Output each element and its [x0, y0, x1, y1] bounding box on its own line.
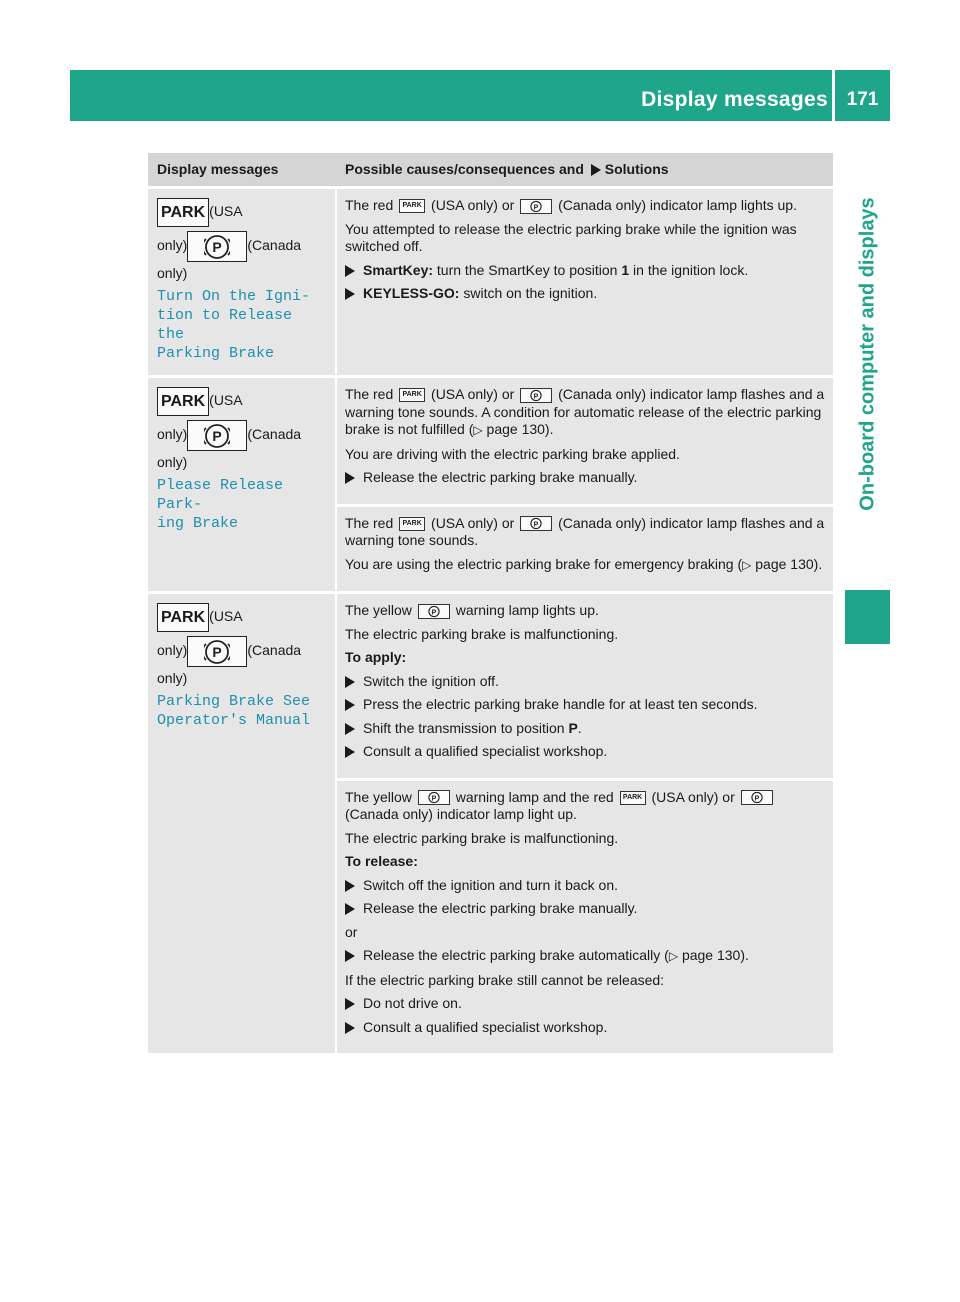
step-item: Switch off the ignition and turn it back on.	[345, 877, 825, 895]
column-header-messages: Display messages	[148, 153, 336, 188]
text: The yellow	[345, 788, 412, 805]
arrow-ref-icon: ▷	[668, 949, 679, 963]
only-label: only)	[157, 265, 188, 281]
only-label: only)	[157, 670, 188, 686]
text: in the ignition lock.	[633, 261, 749, 278]
solution-paragraph	[345, 386, 825, 440]
svg-text:P: P	[533, 204, 539, 212]
svg-text:P: P	[431, 609, 437, 617]
park-icon: PARK	[157, 387, 209, 416]
solution-paragraph	[345, 556, 825, 575]
text: (USA only) or	[431, 386, 515, 402]
text: switch on the ignition.	[463, 285, 598, 301]
step-item: Do not drive on.	[345, 995, 825, 1013]
page-reference[interactable]: page 130).	[486, 421, 554, 437]
park-icon: PARK	[620, 791, 646, 805]
park-icon: PARK	[399, 388, 425, 402]
circle-p-icon	[520, 388, 552, 403]
text: (USA only) or	[431, 514, 515, 531]
circle-p-icon	[741, 790, 773, 805]
text: (Canada only) indicator lamp light up.	[345, 806, 577, 822]
column-header-causes	[336, 153, 833, 188]
step-item	[345, 947, 825, 966]
side-tab	[844, 124, 892, 584]
circle-p-icon	[418, 790, 450, 805]
display-message-text: Parking Brake See Operator's Manual	[157, 693, 311, 729]
only-label: only)	[157, 237, 188, 254]
step-label: SmartKey:	[363, 261, 434, 278]
step-item: Release the electric parking brake manually.	[345, 469, 825, 487]
text: The red	[345, 197, 394, 213]
circle-p-icon	[520, 199, 552, 214]
circle-p-icon	[187, 420, 247, 451]
solution-paragraph	[345, 515, 825, 550]
solution-paragraph: The electric parking brake is malfunctioning.	[345, 625, 619, 642]
message-cell	[148, 593, 336, 1054]
only-label: only)	[157, 642, 188, 659]
step-item	[345, 285, 825, 303]
svg-text:P: P	[533, 393, 539, 401]
park-icon: PARK	[399, 199, 425, 213]
solution-paragraph: If the electric parking brake still cannot be released:	[345, 971, 665, 988]
solution-paragraph	[345, 197, 825, 215]
solution-cell	[336, 593, 833, 780]
page-reference[interactable]: page 130).	[681, 947, 749, 963]
solution-paragraph	[345, 789, 825, 824]
step-item: Press the electric parking brake handle for at least ten seconds.	[345, 696, 825, 714]
circle-p-icon	[187, 231, 247, 262]
solution-cell	[336, 377, 833, 506]
svg-text:P: P	[533, 521, 539, 529]
solution-cell	[336, 188, 833, 377]
side-tab-label: On-board computer and displays	[856, 197, 879, 511]
usa-label: (USA	[209, 608, 243, 625]
page-number: 171	[846, 89, 879, 110]
display-message-text: Turn On the Igni‐ tion to Release the Parking Brake	[157, 288, 311, 362]
park-icon: PARK	[157, 603, 209, 632]
text: The yellow	[345, 602, 412, 618]
message-cell	[148, 188, 336, 377]
step-item: Release the electric parking brake manually.	[345, 900, 825, 918]
park-icon: PARK	[157, 198, 209, 227]
canada-label: (Canada	[247, 237, 302, 254]
arrow-ref-icon: ▷	[473, 423, 483, 437]
usa-label: (USA	[209, 203, 243, 220]
step-item: Consult a qualified specialist workshop.	[345, 743, 825, 761]
step-label: KEYLESS-GO:	[363, 285, 460, 301]
step-item	[345, 262, 825, 280]
table-row	[148, 188, 833, 377]
page-reference[interactable]: page 130).	[755, 555, 823, 572]
solution-paragraph: The electric parking brake is malfunctioning.	[345, 829, 619, 846]
text: turn the SmartKey to position	[436, 261, 618, 278]
text: The red	[345, 514, 394, 531]
column-header-solutions-text: Solutions	[604, 161, 669, 177]
step-item: Consult a qualified specialist workshop.	[345, 1019, 825, 1037]
step-item: Switch the ignition off.	[345, 673, 825, 691]
section-label: To release:	[345, 853, 418, 869]
canada-label: (Canada	[247, 426, 302, 443]
side-tab-marker	[845, 590, 890, 644]
step-item	[345, 720, 825, 738]
text: (Canada only) indicator lamp flashes and a warning tone sounds. A condition for automatic release of the electric parking brake is not fulfilled (	[345, 386, 825, 437]
only-label: only)	[157, 454, 188, 470]
text: .	[577, 719, 582, 736]
position-letter: P	[568, 719, 578, 736]
only-label: only)	[157, 426, 188, 443]
message-cell	[148, 377, 336, 593]
text: You are using the electric parking brake for emergency braking (	[345, 555, 743, 572]
solution-cell	[336, 505, 833, 593]
solution-cell	[336, 779, 833, 1053]
column-header-causes-text: Possible causes/consequences and	[345, 161, 584, 177]
solution-paragraph: You are driving with the electric parking brake applied.	[345, 445, 680, 462]
text: (Canada only) indicator lamp lights up.	[558, 197, 797, 213]
triangle-right-icon	[591, 164, 601, 176]
arrow-ref-icon: ▷	[742, 557, 752, 572]
text: warning lamp and the red	[455, 788, 614, 805]
position-number: 1	[621, 261, 630, 278]
svg-text:P: P	[212, 239, 223, 255]
table-header-row	[148, 153, 833, 188]
table-row	[148, 377, 833, 506]
text: (USA only) or	[431, 197, 515, 213]
svg-text:P: P	[212, 644, 223, 660]
svg-text:P: P	[212, 428, 223, 444]
text: Shift the transmission to position	[363, 719, 565, 736]
page-title: Display messages	[641, 88, 828, 111]
solution-paragraph	[345, 602, 825, 620]
circle-p-icon	[187, 636, 247, 667]
text: The red	[345, 386, 394, 402]
canada-label: (Canada	[247, 642, 302, 659]
or-text: or	[345, 923, 358, 940]
park-icon: PARK	[399, 517, 425, 531]
text: warning lamp lights up.	[455, 602, 599, 618]
svg-text:P: P	[754, 795, 759, 803]
text: (Canada only) indicator lamp flashes and a warning tone sounds.	[345, 514, 825, 548]
display-message-text: Please Release Park‐ ing Brake	[157, 477, 284, 532]
section-label: To apply:	[345, 649, 407, 665]
svg-text:P: P	[431, 795, 437, 803]
text: (USA only) or	[651, 788, 735, 805]
circle-p-icon	[520, 516, 552, 531]
text: Release the electric parking brake automatically (	[363, 947, 669, 963]
display-messages-table	[148, 153, 833, 1053]
table-row	[148, 593, 833, 780]
solution-paragraph: You attempted to release the electric parking brake while the ignition was switched off.	[345, 220, 797, 254]
circle-p-icon	[418, 604, 450, 619]
usa-label: (USA	[209, 392, 243, 409]
header-bar	[70, 70, 890, 121]
